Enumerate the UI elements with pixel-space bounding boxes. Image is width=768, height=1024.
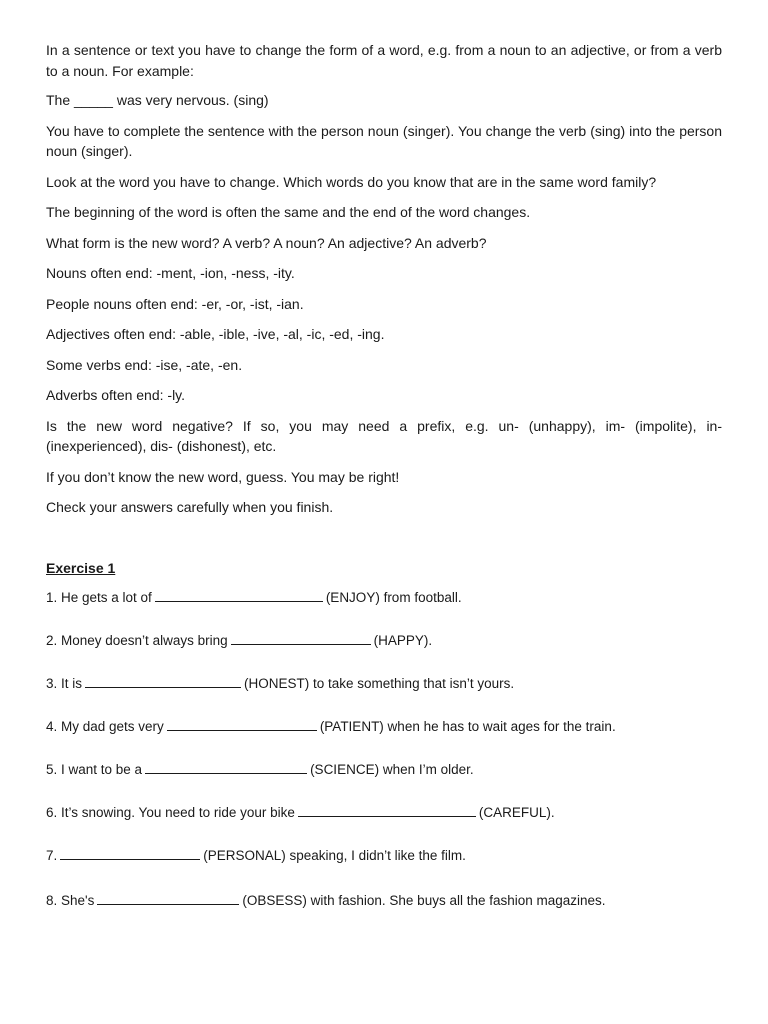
instructions-section — [46, 40, 722, 518]
exercise-text-before: 8. She's — [46, 892, 95, 908]
exercise-item — [46, 760, 722, 780]
exercise-text-after: (CAREFUL). — [478, 804, 555, 820]
exercise-item — [46, 717, 722, 737]
answer-blank[interactable] — [145, 760, 307, 774]
instruction-paragraph: Look at the word you have to change. Which words do you know that are in the same word family? — [46, 173, 657, 190]
exercise-item — [46, 891, 722, 911]
answer-blank[interactable] — [167, 717, 317, 731]
exercise-text-before: 5. I want to be a — [46, 761, 143, 777]
instruction-paragraph: You have to complete the sentence with the person noun (singer). You change the verb (sing) into the person noun (singer). — [46, 122, 722, 159]
exercise-text-before: 6. It’s snowing. You need to ride your bike — [46, 804, 295, 820]
answer-blank[interactable] — [231, 631, 371, 645]
answer-blank[interactable] — [155, 588, 323, 602]
exercise-text-before: 2. Money doesn’t always bring — [46, 632, 228, 648]
exercise-text-before: 3. It is — [46, 675, 83, 691]
answer-blank[interactable] — [298, 803, 476, 817]
exercise-item — [46, 588, 722, 608]
negative-prefix-tip: Is the new word negative? If so, you may need a prefix, e.g. un- (unhappy), im- (impolite), in- (inexperienced), dis- (dishonest), etc. — [46, 417, 722, 454]
exercise-text-before: 1. He gets a lot of — [46, 589, 152, 605]
adjective-endings-tip: Adjectives often end: -able, -ible, -ive, -al, -ic, -ed, -ing. — [46, 326, 385, 342]
exercise-title: Exercise 1 — [46, 559, 116, 576]
adverb-endings-tip: Adverbs often end: -ly. — [46, 387, 186, 403]
exercise-text-after: (HONEST) to take something that isn’t yours. — [244, 675, 515, 691]
answer-blank[interactable] — [85, 674, 241, 688]
worksheet-page — [46, 40, 722, 911]
answer-blank[interactable] — [97, 891, 239, 905]
exercise-item — [46, 846, 722, 866]
verb-endings-tip: Some verbs end: -ise, -ate, -en. — [46, 356, 243, 373]
instruction-paragraph: What form is the new word? A verb? A noun? An adjective? An adverb? — [46, 234, 487, 251]
instruction-paragraph: If you don’t know the new word, guess. You may be right! — [46, 468, 400, 485]
exercise-text-after: (PATIENT) when he has to wait ages for the train. — [319, 718, 616, 734]
example-sentence: The _____ was very nervous. (sing) — [46, 92, 269, 108]
exercise-item — [46, 803, 722, 823]
answer-blank[interactable] — [60, 846, 200, 860]
exercise-list — [46, 588, 722, 911]
exercise-text-before: 7. — [46, 847, 58, 863]
exercise-item — [46, 631, 722, 651]
exercise-text-after: (ENJOY) from football. — [325, 589, 462, 605]
exercise-text-after: (PERSONAL) speaking, I didn’t like the film. — [203, 847, 466, 863]
exercise-item — [46, 674, 722, 694]
instruction-paragraph: Check your answers carefully when you finish. — [46, 499, 334, 515]
instruction-paragraph: The beginning of the word is often the same and the end of the word changes. — [46, 204, 531, 220]
instruction-paragraph: In a sentence or text you have to change the form of a word, e.g. from a noun to an adjective, or from a verb to a noun. For example: — [46, 42, 722, 79]
exercise-text-before: 4. My dad gets very — [46, 718, 164, 734]
people-noun-endings-tip: People nouns often end: -er, -or, -ist, -ian. — [46, 295, 304, 312]
exercise-text-after: (HAPPY). — [373, 632, 433, 648]
exercise-text-after: (OBSESS) with fashion. She buys all the fashion magazines. — [242, 892, 606, 908]
noun-endings-tip: Nouns often end: -ment, -ion, -ness, -ity. — [46, 265, 295, 281]
exercise-text-after: (SCIENCE) when I’m older. — [310, 761, 474, 777]
